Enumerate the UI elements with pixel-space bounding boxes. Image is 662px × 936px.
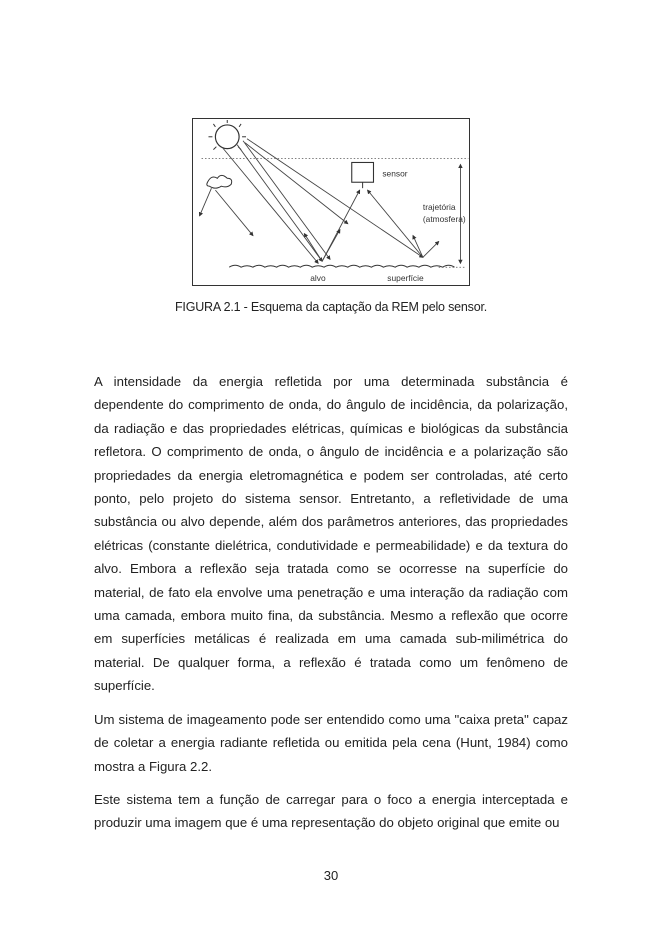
- label-atmosphere: (atmosfera): [422, 213, 466, 224]
- page-number: 30: [323, 868, 339, 883]
- cloud-icon: [207, 175, 232, 188]
- label-trajectory: trajetória: [422, 201, 456, 212]
- body-text: [94, 370, 568, 845]
- label-sensor: sensor: [382, 168, 408, 179]
- paragraph: A intensidade da energia refletida por uma determinada substância é dependente do comprimento de onda, do ângulo de incidência, da polarização, da radiação e das propriedades elétricas, químicas e biológicas da substância refletora. O comprimento de onda, o ângulo de incidência e a polarização são propriedades da energia eletromagnética e podem ser controladas, até certo ponto, pelo projeto do sistema sensor. Entretanto, a refletividade de uma substância ou alvo depende, além dos parâmetros anteriores, das propriedades elétricas (constante dielétrica, condutividade e permeabilidade) e da textura do alvo. Embora a reflexão seja tratada como se ocorresse na superfície do material, de fato ela envolve uma penetração e uma interação da radiação com uma camada, embora muito fina, da substância. Mesmo a reflexão que ocorre em superfícies metálicas é realizada em uma camada sub-milimétrica do material. De qualquer forma, a reflexão é tratada como um fenômeno de superfície.: [94, 374, 568, 694]
- paragraph: Este sistema tem a função de carregar para o foco a energia interceptada e produzir uma imagem que é uma representação do objeto original que emite ou: [94, 791, 568, 831]
- label-surface: superfície: [387, 273, 424, 284]
- diagram-drawing: [193, 119, 469, 285]
- sun-icon: [208, 120, 246, 150]
- ground-line: [229, 265, 454, 267]
- remote-sensing-diagram: [192, 118, 470, 286]
- label-target: alvo: [310, 273, 326, 284]
- incident-rays: [223, 139, 423, 264]
- reflected-rays: [200, 188, 439, 261]
- paragraph: Um sistema de imageamento pode ser entendido como uma "caixa preta" capaz de coletar a energia radiante refletida ou emitida pela cena (Hunt, 1984) como mostra a Figura 2.2.: [94, 711, 568, 774]
- figure-caption: FIGURA 2.1 - Esquema da captação da REM pelo sensor.: [175, 300, 487, 314]
- sensor-box: [352, 162, 374, 182]
